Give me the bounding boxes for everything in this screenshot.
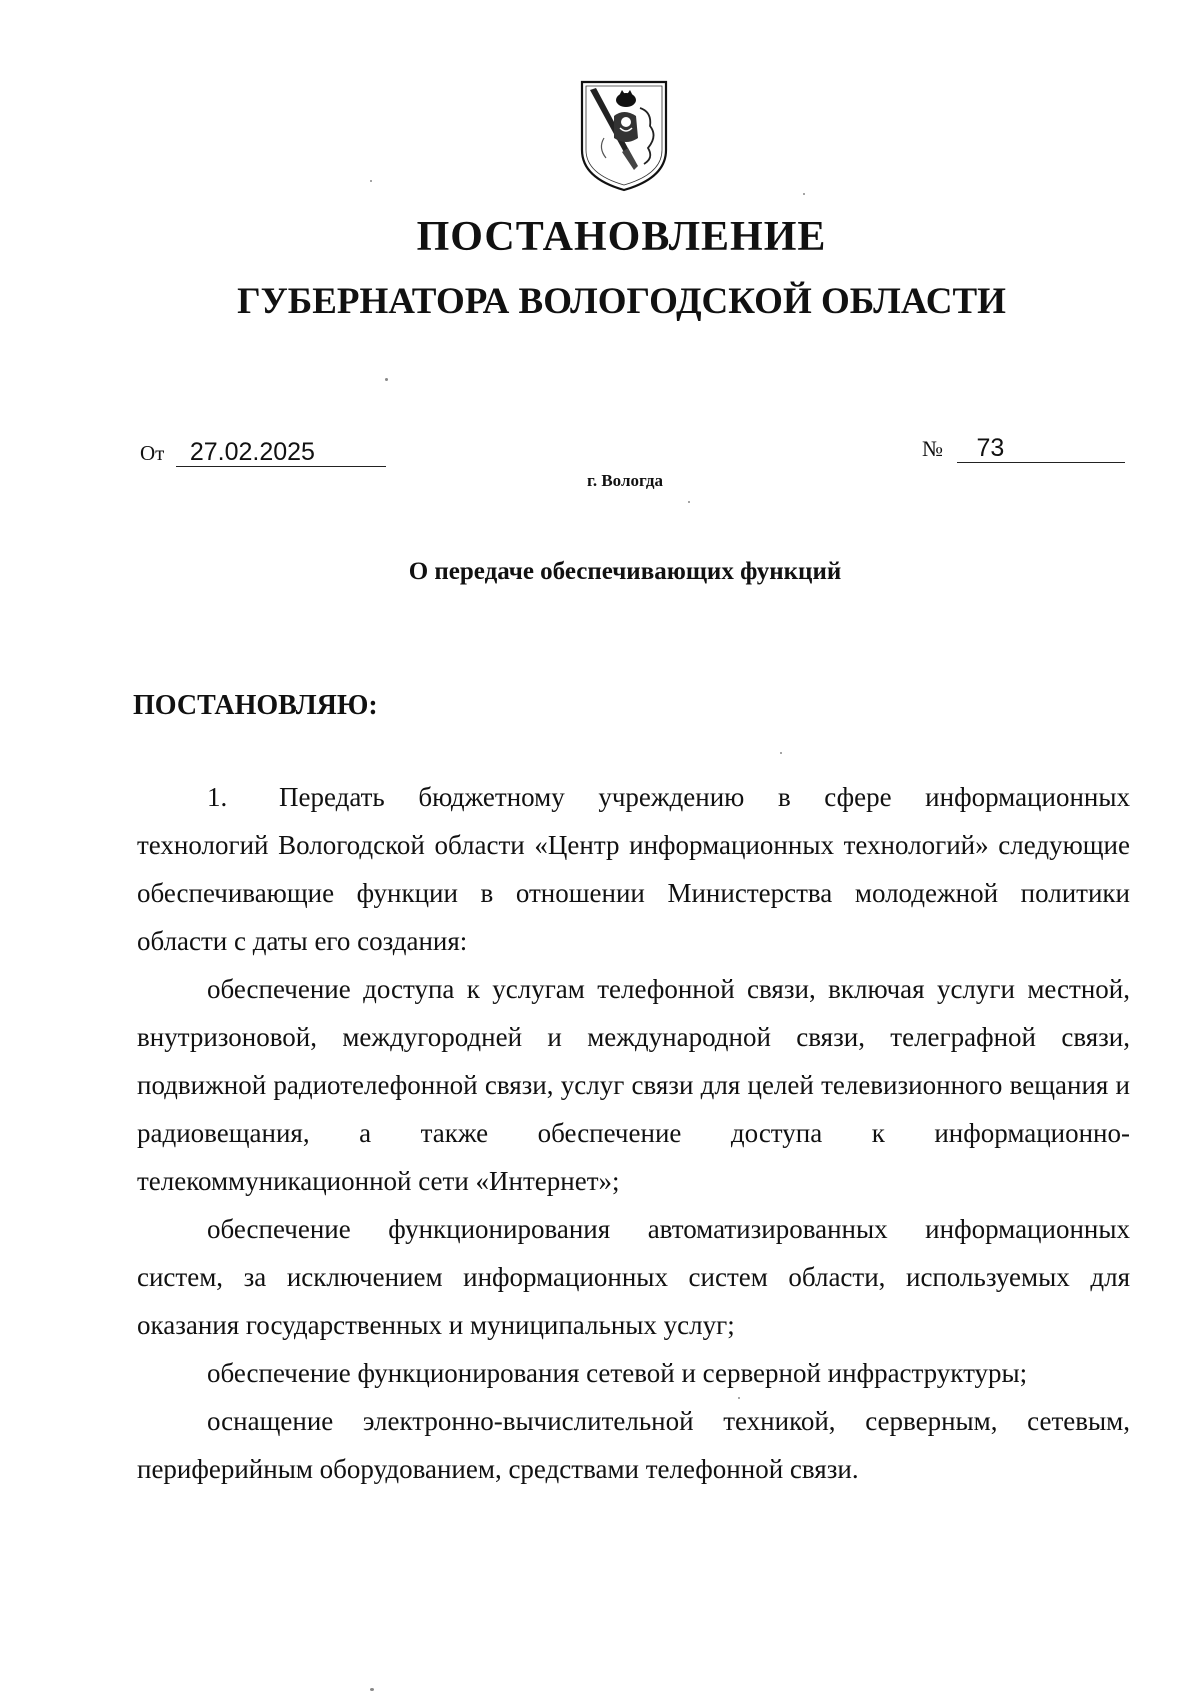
document-title: ПОСТАНОВЛЕНИЕ [416,214,827,260]
document-number: 73 [957,434,1125,463]
item-number: 1. [207,782,228,812]
date-prefix: От [140,441,165,465]
date-row [140,438,386,467]
scan-speck [370,180,372,182]
number-row [922,434,1125,463]
document-subject: О передаче обеспечивающих функций [408,558,842,585]
city-label: г. Вологда [587,471,663,490]
number-prefix: № [922,436,943,461]
coat-of-arms-icon [578,78,670,194]
body-item [137,773,1130,965]
scan-speck [688,501,690,503]
scan-speck [370,1688,374,1691]
item-text: Передать бюджетному учреждению в сфере информационных технологий Вологодской области «Центр информационных технологий» следующие обеспечивающие функции в отношении Министерства молодежной политики области с даты его создания: [137,782,1130,956]
scan-speck [780,752,782,754]
decree-word: ПОСТАНОВЛЯЮ: [133,690,378,721]
scan-speck [803,193,805,195]
scan-speck [738,1397,740,1399]
document-subtitle: ГУБЕРНАТОРА ВОЛОГОДСКОЙ ОБЛАСТИ [237,281,1006,322]
body-paragraph: оснащение электронно-вычислительной техникой, серверным, сетевым, периферийным оборудованием, средствами телефонной связи. [137,1406,1130,1484]
body-paragraph: обеспечение функционирования сетевой и серверной инфраструктуры; [207,1358,1028,1388]
document-body [137,773,1130,1493]
scan-speck [385,378,388,381]
body-paragraph: обеспечение доступа к услугам телефонной связи, включая услуги местной, внутризоновой, междугородней и международной связи, телеграфной связи, подвижной радиотелефонной связи, услуг связи для целей телевизионного вещания и радиовещания, а также обеспечение доступа к информационно-телекоммуникационной сети «Интернет»; [137,974,1130,1196]
document-date: 27.02.2025 [176,438,386,467]
body-paragraph: обеспечение функционирования автоматизированных информационных систем, за исключением информационных систем области, используемых для оказания государственных и муниципальных услуг; [137,1214,1130,1340]
